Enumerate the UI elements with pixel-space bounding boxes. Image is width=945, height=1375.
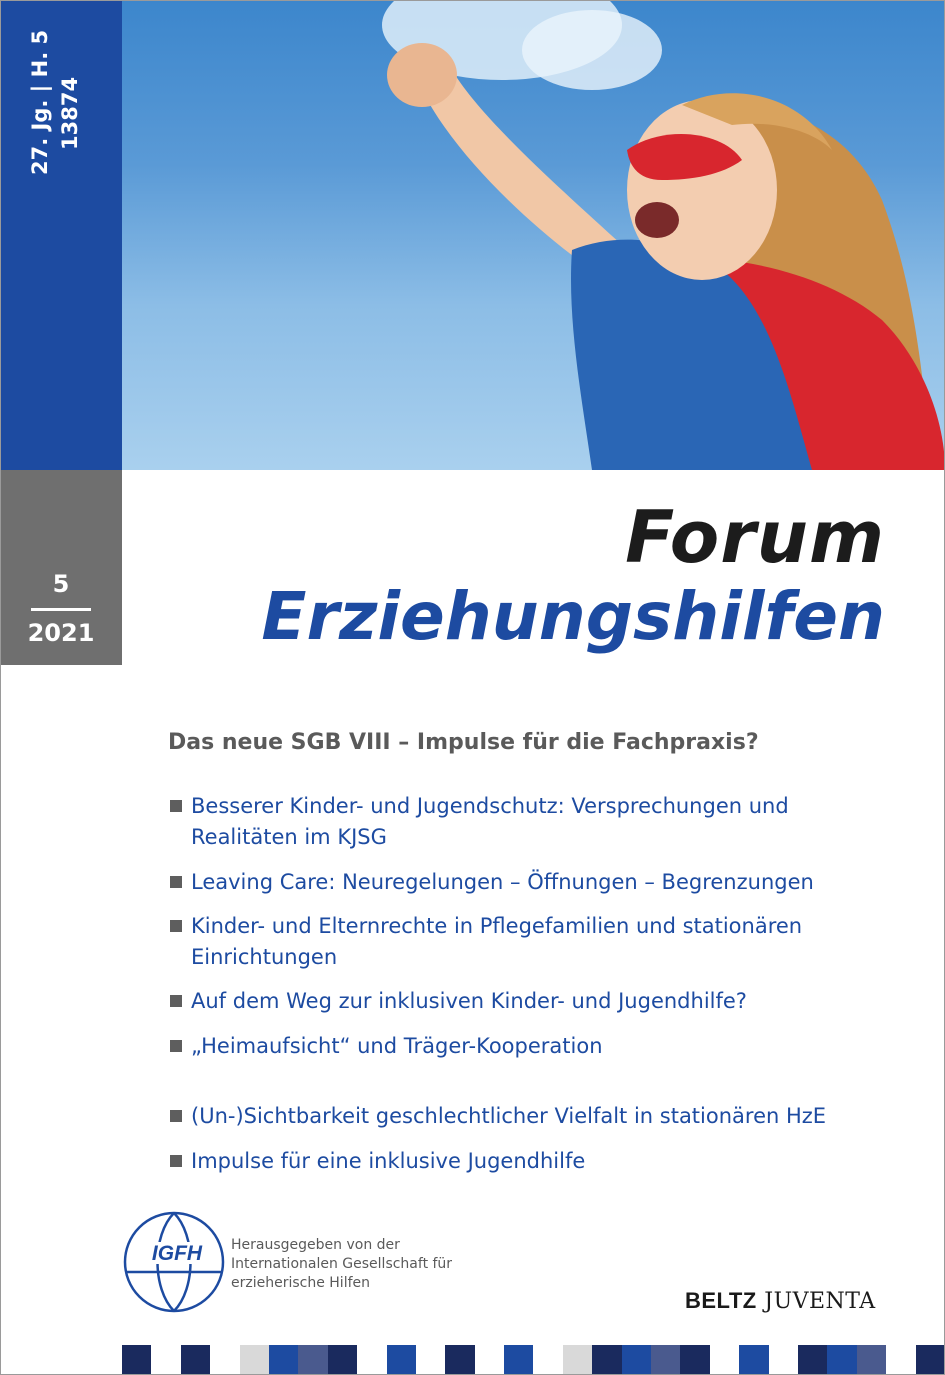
stripe-segment <box>916 1345 945 1375</box>
decorative-stripe-bar <box>122 1345 945 1375</box>
igfh-logo-text: IGFH <box>151 1242 203 1265</box>
publisher-imprint: BELTZ JUVENTA <box>685 1288 876 1314</box>
stripe-segment <box>328 1345 357 1375</box>
stripe-segment <box>769 1345 798 1375</box>
stripe-segment <box>827 1345 856 1375</box>
cover-photo <box>122 0 945 470</box>
stripe-segment <box>122 1345 151 1375</box>
title-line-1: Forum <box>625 495 885 579</box>
stripe-segment <box>504 1345 533 1375</box>
bullet-square-icon <box>170 800 182 812</box>
issue-number: 5 <box>52 570 70 598</box>
stripe-segment <box>210 1345 239 1375</box>
topic-item: Kinder- und Elternrechte in Pflegefamilien und stationären Einrichtungen <box>170 911 890 973</box>
stripe-segment <box>387 1345 416 1375</box>
issue-theme: Das neue SGB VIII – Impulse für die Fachpraxis? <box>168 730 759 755</box>
topic-item: Besserer Kinder- und Jugendschutz: Versprechungen und Realitäten im KJSG <box>170 791 890 853</box>
topic-item: „Heimaufsicht“ und Träger-Kooperation <box>170 1031 890 1062</box>
bullet-square-icon <box>170 1040 182 1052</box>
volume-line-1: 27. Jg. | H. 5 <box>28 29 52 175</box>
stripe-segment <box>533 1345 562 1375</box>
stripe-segment <box>357 1345 386 1375</box>
igfh-logo-icon <box>122 1210 226 1314</box>
stripe-segment <box>739 1345 768 1375</box>
bullet-square-icon <box>170 876 182 888</box>
bullet-square-icon <box>170 1110 182 1122</box>
volume-line-2: 13874 <box>58 76 82 150</box>
topic-item: (Un-)Sichtbarkeit geschlechtlicher Vielfalt in stationären HzE <box>170 1101 890 1132</box>
stripe-segment <box>857 1345 886 1375</box>
stripe-segment <box>651 1345 680 1375</box>
stripe-segment <box>416 1345 445 1375</box>
issue-year: 2021 <box>27 619 95 647</box>
topic-item: Auf dem Weg zur inklusiven Kinder- und Jugendhilfe? <box>170 986 890 1017</box>
stripe-segment <box>445 1345 474 1375</box>
bullet-square-icon <box>170 920 182 932</box>
publisher-statement: Herausgegeben von der Internationalen Gesellschaft für erzieherische Hilfen <box>231 1237 453 1291</box>
stripe-segment <box>563 1345 592 1375</box>
superhero-girl-image <box>122 0 945 470</box>
stripe-segment <box>151 1345 180 1375</box>
topic-item: Impulse für eine inklusive Jugendhilfe <box>170 1146 890 1177</box>
topic-item: Leaving Care: Neuregelungen – Öffnungen – Begrenzungen <box>170 867 890 898</box>
stripe-segment <box>475 1345 504 1375</box>
stripe-segment <box>622 1345 651 1375</box>
stripe-segment <box>798 1345 827 1375</box>
bullet-square-icon <box>170 1155 182 1167</box>
volume-info <box>28 29 88 180</box>
volume-strip <box>0 0 122 470</box>
stripe-segment <box>710 1345 739 1375</box>
stripe-segment <box>269 1345 298 1375</box>
stripe-segment <box>298 1345 327 1375</box>
stripe-segment <box>680 1345 709 1375</box>
stripe-segment <box>592 1345 621 1375</box>
stripe-segment <box>886 1345 915 1375</box>
issue-divider <box>31 608 91 611</box>
stripe-segment <box>240 1345 269 1375</box>
title-line-2: Erziehungshilfen <box>261 578 885 655</box>
bullet-square-icon <box>170 995 182 1007</box>
stripe-segment <box>181 1345 210 1375</box>
